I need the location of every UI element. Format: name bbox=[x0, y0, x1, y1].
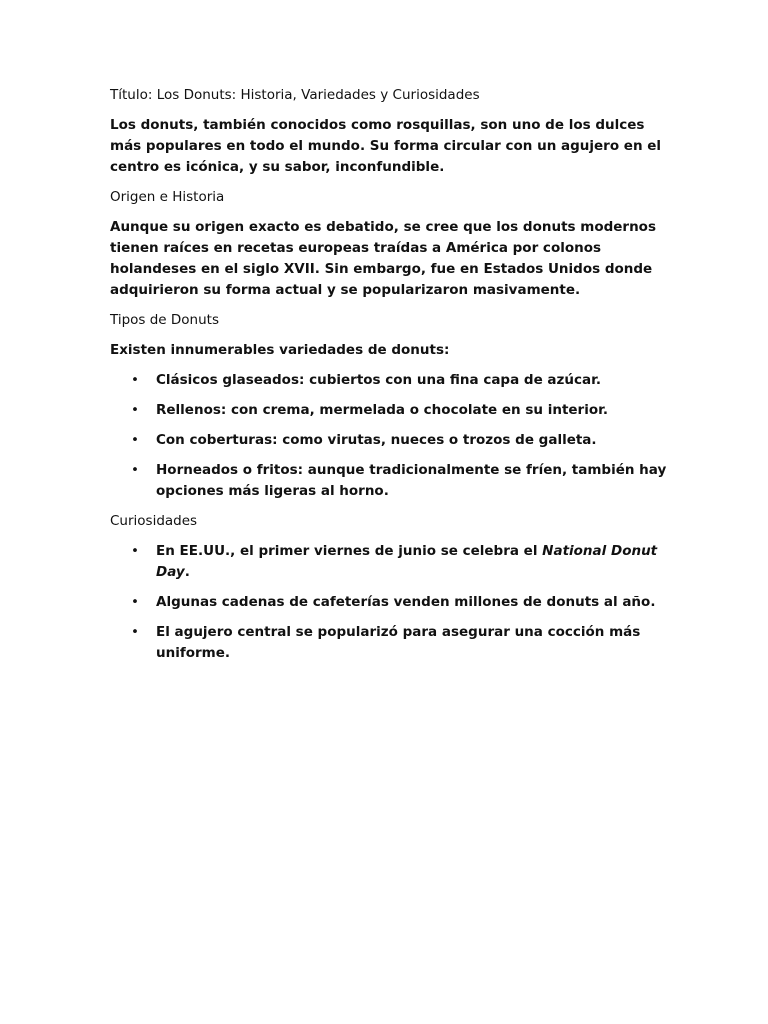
list-item bbox=[110, 541, 670, 583]
types-heading: Tipos de Donuts bbox=[110, 312, 219, 328]
types-intro: Existen innumerables variedades de donuts: bbox=[110, 342, 450, 358]
list-item bbox=[110, 460, 670, 502]
list-item-text: Rellenos: con crema, mermelada o chocolate en su interior. bbox=[156, 402, 608, 418]
curiosities-heading: Curiosidades bbox=[110, 513, 198, 529]
bullet-icon: • bbox=[131, 462, 139, 478]
list-item-text: Clásicos glaseados: cubiertos con una fina capa de azúcar. bbox=[156, 372, 601, 388]
list-item-text-suffix: . bbox=[184, 564, 190, 580]
curiosities-list bbox=[110, 541, 670, 664]
national-donut-day-emphasis: National Donut Day bbox=[156, 543, 658, 580]
bullet-icon: • bbox=[131, 372, 139, 388]
bullet-icon: • bbox=[131, 402, 139, 418]
types-list bbox=[110, 370, 670, 502]
list-item-text: Con coberturas: como virutas, nueces o trozos de galleta. bbox=[156, 432, 597, 448]
document-body bbox=[110, 85, 670, 673]
list-item-text: Algunas cadenas de cafeterías venden millones de donuts al año. bbox=[156, 594, 656, 610]
bullet-icon: • bbox=[131, 594, 139, 610]
list-item-text-prefix: En EE.UU., el primer viernes de junio se celebra el bbox=[156, 543, 543, 559]
list-item bbox=[110, 400, 670, 421]
bullet-icon: • bbox=[131, 624, 139, 640]
list-item bbox=[110, 370, 670, 391]
list-item bbox=[110, 592, 670, 613]
origin-heading: Origen e Historia bbox=[110, 189, 225, 205]
origin-paragraph: Aunque su origen exacto es debatido, se cree que los donuts modernos tienen raíces en recetas europeas traídas a América por colonos holandeses en el siglo XVII. Sin embargo, fue en Estados Unidos donde adquirieron su forma actual y se popularizaron masivamente. bbox=[110, 219, 656, 298]
bullet-icon: • bbox=[131, 432, 139, 448]
intro-paragraph: Los donuts, también conocidos como rosquillas, son uno de los dulces más populares en todo el mundo. Su forma circular con un agujero en el centro es icónica, y su sabor, inconfundible. bbox=[110, 117, 662, 175]
list-item-text: El agujero central se popularizó para asegurar una cocción más uniforme. bbox=[156, 624, 641, 661]
list-item bbox=[110, 430, 670, 451]
list-item-text: Horneados o fritos: aunque tradicionalmente se fríen, también hay opciones más ligeras al horno. bbox=[156, 462, 667, 499]
list-item bbox=[110, 622, 670, 664]
document-title: Título: Los Donuts: Historia, Variedades y Curiosidades bbox=[110, 87, 480, 103]
bullet-icon: • bbox=[131, 543, 139, 559]
